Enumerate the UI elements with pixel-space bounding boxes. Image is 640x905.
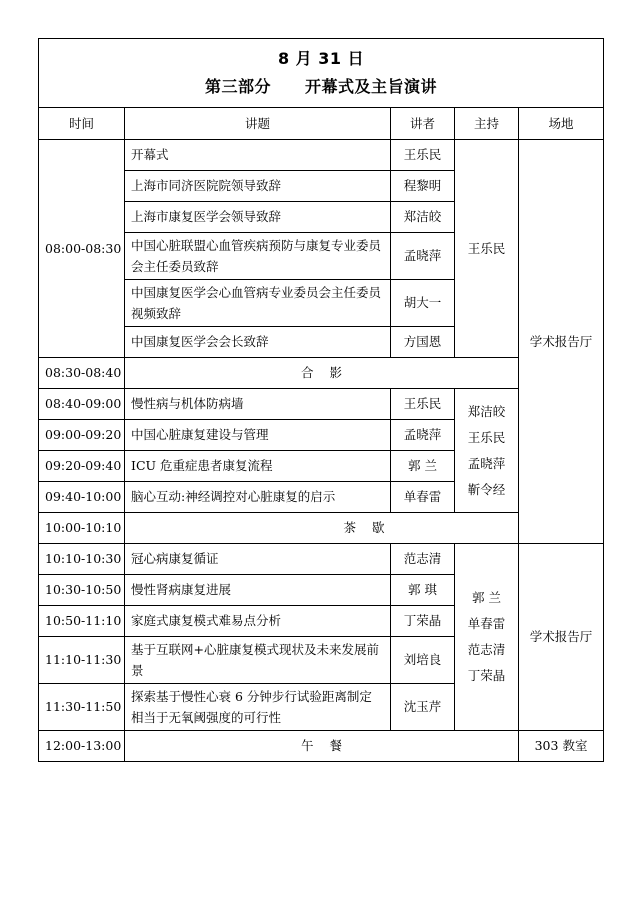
- speaker-cell: 郑洁皎: [391, 202, 455, 233]
- time-cell: 12:00-13:00: [39, 731, 125, 762]
- speaker-cell: 王乐民: [391, 389, 455, 420]
- break-label: 合影: [125, 358, 519, 389]
- title-cell: [39, 39, 604, 108]
- host-name: 范志清: [467, 642, 506, 657]
- topic-cell: 探索基于慢性心衰 6 分钟步行试验距离制定相当于无氧阈强度的可行性: [125, 684, 391, 731]
- speaker-cell: 单春雷: [391, 482, 455, 513]
- time-cell: 09:20-09:40: [39, 451, 125, 482]
- speaker-cell: 郭 兰: [391, 451, 455, 482]
- header-row: [39, 108, 604, 140]
- title-date: 8 月 31 日: [277, 49, 365, 68]
- break-row: [39, 513, 604, 544]
- time-cell: 11:10-11:30: [39, 637, 125, 684]
- topic-cell: 中国心脏康复建设与管理: [125, 420, 391, 451]
- topic-cell: 开幕式: [125, 140, 391, 171]
- speaker-cell: 郭 琪: [391, 575, 455, 606]
- title-row: [39, 39, 604, 108]
- speaker-cell: 刘培良: [391, 637, 455, 684]
- time-cell: 10:50-11:10: [39, 606, 125, 637]
- table-row: [39, 140, 604, 171]
- title-part: 第三部分: [205, 77, 272, 96]
- time-cell: 10:10-10:30: [39, 544, 125, 575]
- speaker-cell: 范志清: [391, 544, 455, 575]
- host-name: 郭 兰: [472, 590, 501, 605]
- speaker-cell: 孟晓萍: [391, 420, 455, 451]
- speaker-cell: 孟晓萍: [391, 233, 455, 280]
- host-name: 靳令经: [467, 481, 506, 497]
- venue-cell: 学术报告厅: [519, 140, 604, 544]
- time-cell: 10:00-10:10: [39, 513, 125, 544]
- venue-cell: 303 教室: [519, 731, 604, 762]
- break-label: 茶歇: [125, 513, 604, 544]
- topic-cell: 中国康复医学会心血管病专业委员会主任委员视频致辞: [125, 280, 391, 327]
- host-name: 王乐民: [467, 429, 506, 445]
- time-cell: 10:30-10:50: [39, 575, 125, 606]
- header-time: 时间: [39, 108, 125, 140]
- time-cell: 11:30-11:50: [39, 684, 125, 731]
- time-cell: 09:00-09:20: [39, 420, 125, 451]
- topic-cell: 基于互联网+心脏康复模式现状及未来发展前景: [125, 637, 391, 684]
- header-speaker: 讲者: [391, 108, 455, 140]
- schedule-table: [38, 38, 604, 762]
- time-cell: 08:40-09:00: [39, 389, 125, 420]
- host-cell: [455, 544, 519, 731]
- title-subject: 开幕式及主旨演讲: [305, 77, 438, 96]
- speaker-cell: 丁荣晶: [391, 606, 455, 637]
- host-cell: [455, 389, 519, 513]
- host-name: 丁荣晶: [467, 668, 506, 683]
- schedule-sheet: [38, 38, 604, 762]
- topic-cell: 家庭式康复模式难易点分析: [125, 606, 391, 637]
- time-cell: 09:40-10:00: [39, 482, 125, 513]
- header-venue: 场地: [519, 108, 604, 140]
- topic-cell: 冠心病康复循证: [125, 544, 391, 575]
- speaker-cell: 王乐民: [391, 140, 455, 171]
- topic-cell: 脑心互动:神经调控对心脏康复的启示: [125, 482, 391, 513]
- host-cell: 王乐民: [455, 140, 519, 358]
- topic-cell: 上海市康复医学会领导致辞: [125, 202, 391, 233]
- speaker-cell: 程黎明: [391, 171, 455, 202]
- lunch-label: 午餐: [125, 731, 519, 762]
- table-row: [39, 544, 604, 575]
- title-session: [39, 73, 603, 101]
- host-name: 单春雷: [467, 616, 506, 631]
- topic-cell: 中国康复医学会会长致辞: [125, 327, 391, 358]
- time-cell: 08:30-08:40: [39, 358, 125, 389]
- lunch-row: [39, 731, 604, 762]
- venue-cell: 学术报告厅: [519, 544, 604, 731]
- header-topic: 讲题: [125, 108, 391, 140]
- topic-cell: 慢性病与机体防病墙: [125, 389, 391, 420]
- topic-cell: 中国心脏联盟心血管疾病预防与康复专业委员会主任委员致辞: [125, 233, 391, 280]
- topic-cell: ICU 危重症患者康复流程: [125, 451, 391, 482]
- host-name: 孟晓萍: [467, 455, 506, 471]
- speaker-cell: 沈玉芹: [391, 684, 455, 731]
- topic-cell: 慢性肾病康复进展: [125, 575, 391, 606]
- host-name: 郑洁皎: [467, 403, 506, 419]
- time-cell: 08:00-08:30: [39, 140, 125, 358]
- speaker-cell: 方国恩: [391, 327, 455, 358]
- header-host: 主持: [455, 108, 519, 140]
- speaker-cell: 胡大一: [391, 280, 455, 327]
- topic-cell: 上海市同济医院院领导致辞: [125, 171, 391, 202]
